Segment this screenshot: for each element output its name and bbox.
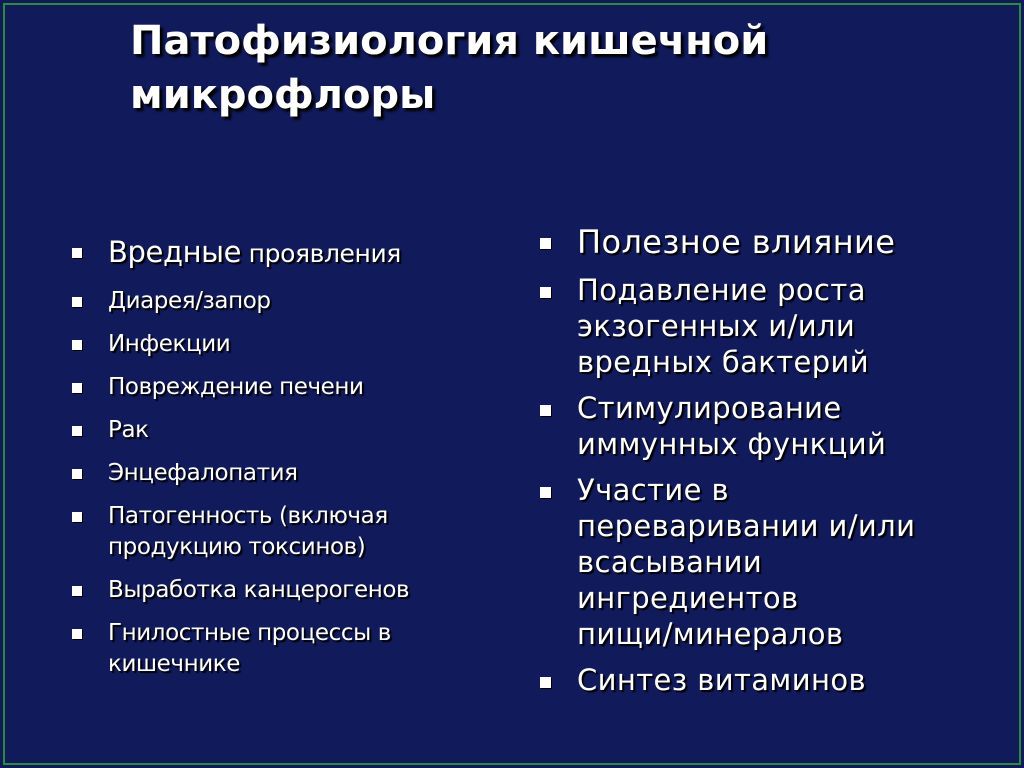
square-bullet-icon [540, 287, 551, 298]
list-item-text: Энцефалопатия [108, 460, 298, 486]
list-item-text: кишечнике [108, 651, 241, 677]
square-bullet-icon [540, 405, 551, 416]
heading-text: Полезное влияние [577, 223, 896, 261]
list-item-text: Стимулирование [577, 391, 842, 425]
harmful-effects-list [70, 234, 470, 692]
list-item-text: Инфекции [108, 331, 231, 357]
beneficial-effects-heading [538, 222, 958, 262]
list-item-text: Повреждение печени [108, 374, 364, 400]
beneficial-effects-list [538, 222, 958, 708]
square-bullet-icon [72, 297, 82, 307]
list-item-text: Подавление роста [577, 273, 866, 307]
list-item [70, 372, 470, 403]
list-item-text: Синтез витаминов [577, 663, 866, 697]
list-item [538, 272, 958, 380]
list-item-text: продукцию токсинов) [108, 534, 366, 560]
list-item-text: Патогенность (включая [108, 503, 388, 529]
list-item [70, 329, 470, 360]
heading-rest: проявления [241, 239, 401, 268]
list-item-text: всасывании [577, 545, 763, 579]
list-item [70, 501, 470, 563]
list-item-text: Гнилостные процессы в [108, 620, 391, 646]
square-bullet-icon [72, 629, 82, 639]
list-item [70, 618, 470, 680]
list-item-text: экзогенных и/или [577, 309, 856, 343]
list-item [70, 286, 470, 317]
square-bullet-icon [72, 586, 82, 596]
list-item-text: вредных бактерий [577, 345, 870, 379]
list-item [538, 662, 958, 698]
list-item-text: пищи/минералов [577, 617, 844, 651]
title-line-1: Патофизиология кишечной [130, 18, 769, 64]
square-bullet-icon [72, 469, 82, 479]
list-item-text: Диарея/запор [108, 288, 271, 314]
square-bullet-icon [72, 426, 82, 436]
list-item [70, 575, 470, 606]
square-bullet-icon [540, 677, 551, 688]
list-item-text: Выработка канцерогенов [108, 577, 410, 603]
list-item [538, 472, 958, 652]
slide-title [130, 14, 950, 122]
list-item-text: иммунных функций [577, 427, 887, 461]
square-bullet-icon [72, 512, 82, 522]
square-bullet-icon [72, 383, 82, 393]
harmful-effects-heading [70, 234, 470, 272]
square-bullet-icon [540, 487, 551, 498]
square-bullet-icon [72, 340, 82, 350]
list-item-text: Рак [108, 417, 149, 443]
list-item [538, 390, 958, 462]
list-item [70, 458, 470, 489]
heading-main-word: Вредные [108, 235, 242, 269]
list-item-text: Участие в [577, 473, 730, 507]
list-item [70, 415, 470, 446]
title-line-2: микрофлоры [130, 72, 436, 118]
list-item-text: ингредиентов [577, 581, 799, 615]
list-item-text: переваривании и/или [577, 509, 916, 543]
square-bullet-icon [72, 248, 82, 258]
square-bullet-icon [540, 238, 551, 249]
